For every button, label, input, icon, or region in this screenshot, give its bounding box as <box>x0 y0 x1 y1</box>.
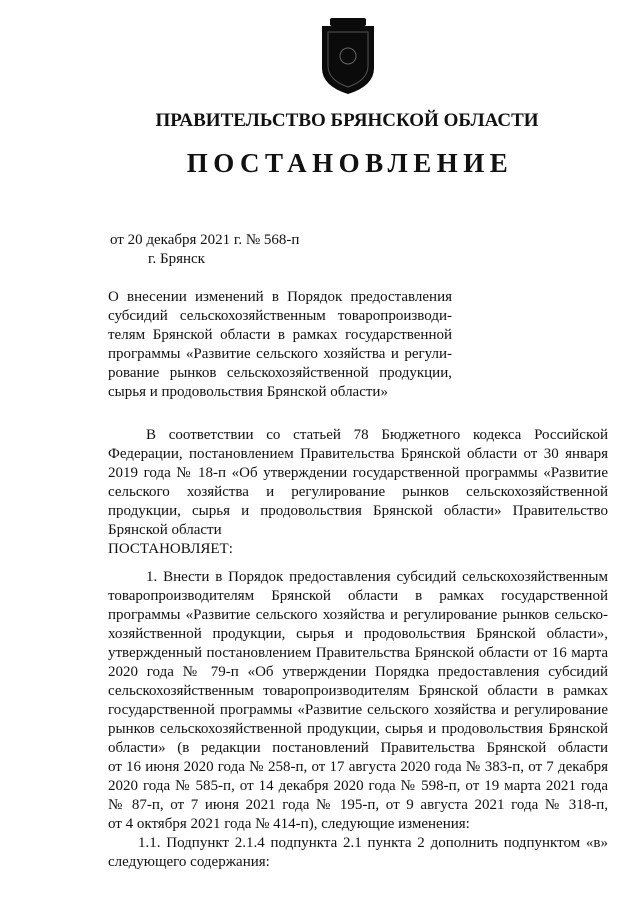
item-1-line: № 87-п, от 7 июня 2021 года № 195-п, от 9 августа 2021 года № 318-п, <box>108 797 608 813</box>
document-type: ПОСТАНОВЛЕНИЕ <box>186 148 514 178</box>
item-1-line: 2020 года № 79-п «Об утверждении Порядка предоставления субсидий <box>108 664 608 680</box>
coat-of-arms-emblem <box>316 16 380 96</box>
preamble-line: 2019 года № 18-п «Об утверждении государственной программы «Развитие <box>108 465 608 481</box>
item-1-line: от 16 июня 2020 года № 258-п, от 17 августа 2020 года № 383-п, от 7 декабря <box>108 759 608 775</box>
subject-line: рование рынков сельскохозяйственной продукции, <box>108 365 452 381</box>
item-1-line: сельскохозяйственным товаропроизводителям Брянской области в рамках <box>108 683 608 699</box>
preamble-paragraph <box>108 426 608 559</box>
item-1-line: хозяйственной продукции, сырья и продовольствия Брянской области», <box>108 626 608 642</box>
item-1-line: государственной программы «Развитие сельского хозяйства и регулирование <box>108 702 608 718</box>
preamble-line: В соответствии со статьей 78 Бюджетного кодекса Российской <box>146 427 608 443</box>
item-1-1-line: следующего содержания: <box>108 854 270 870</box>
item-1-line: от 4 октября 2021 года № 414-п), следующие изменения: <box>108 816 470 832</box>
subject-line: программы «Развитие сельского хозяйства и регули- <box>108 346 452 362</box>
preamble-line: сельского хозяйства и регулирование рынков сельскохозяйственной <box>108 484 608 500</box>
document-subject <box>108 288 452 402</box>
item-1-paragraph <box>108 568 608 834</box>
subject-line: субсидий сельскохозяйственным товаропроизводи- <box>108 308 452 324</box>
item-1-1-line: 1.1. Подпункт 2.1.4 подпункта 2.1 пункта 2 дополнить подпунктом «в» <box>138 835 608 851</box>
government-title: ПРАВИТЕЛЬСТВО БРЯНСКОЙ ОБЛАСТИ <box>155 110 539 131</box>
item-1-line: 2020 года № 585-п, от 14 декабря 2020 года № 598-п, от 19 марта 2021 года <box>108 778 608 794</box>
subject-line: сырья и продовольствия Брянской области» <box>108 384 388 400</box>
document-date-number: от 20 декабря 2021 г. № 568-п <box>110 232 300 248</box>
document-city: г. Брянск <box>148 251 205 267</box>
item-1-line: утвержденный постановлением Правительства Брянской области от 16 марта <box>108 645 608 661</box>
preamble-line: Брянской области <box>108 522 222 538</box>
item-1-1-paragraph <box>108 834 608 872</box>
resolves-heading: ПОСТАНОВЛЯЕТ: <box>108 541 233 557</box>
subject-line: О внесении изменений в Порядок предоставления <box>108 289 452 305</box>
item-1-line: области» (в редакции постановлений Правительства Брянской области <box>108 740 608 756</box>
item-1-line: 1. Внести в Порядок предоставления субсидий сельскохозяйственным <box>146 569 608 585</box>
item-1-line: товаропроизводителям Брянской области в рамках государственной <box>108 588 608 604</box>
preamble-line: Федерации, постановлением Правительства Брянской области от 30 января <box>108 446 608 462</box>
item-1-line: программы «Развитие сельского хозяйства и регулирование рынков сельско- <box>108 607 608 623</box>
item-1-line: рынков сельскохозяйственной продукции, сырья и продовольствия Брянской <box>108 721 608 737</box>
preamble-line: продукции, сырья и продовольствия Брянской области» Правительство <box>108 503 608 519</box>
subject-line: телям Брянской области в рамках государственной <box>108 327 452 343</box>
